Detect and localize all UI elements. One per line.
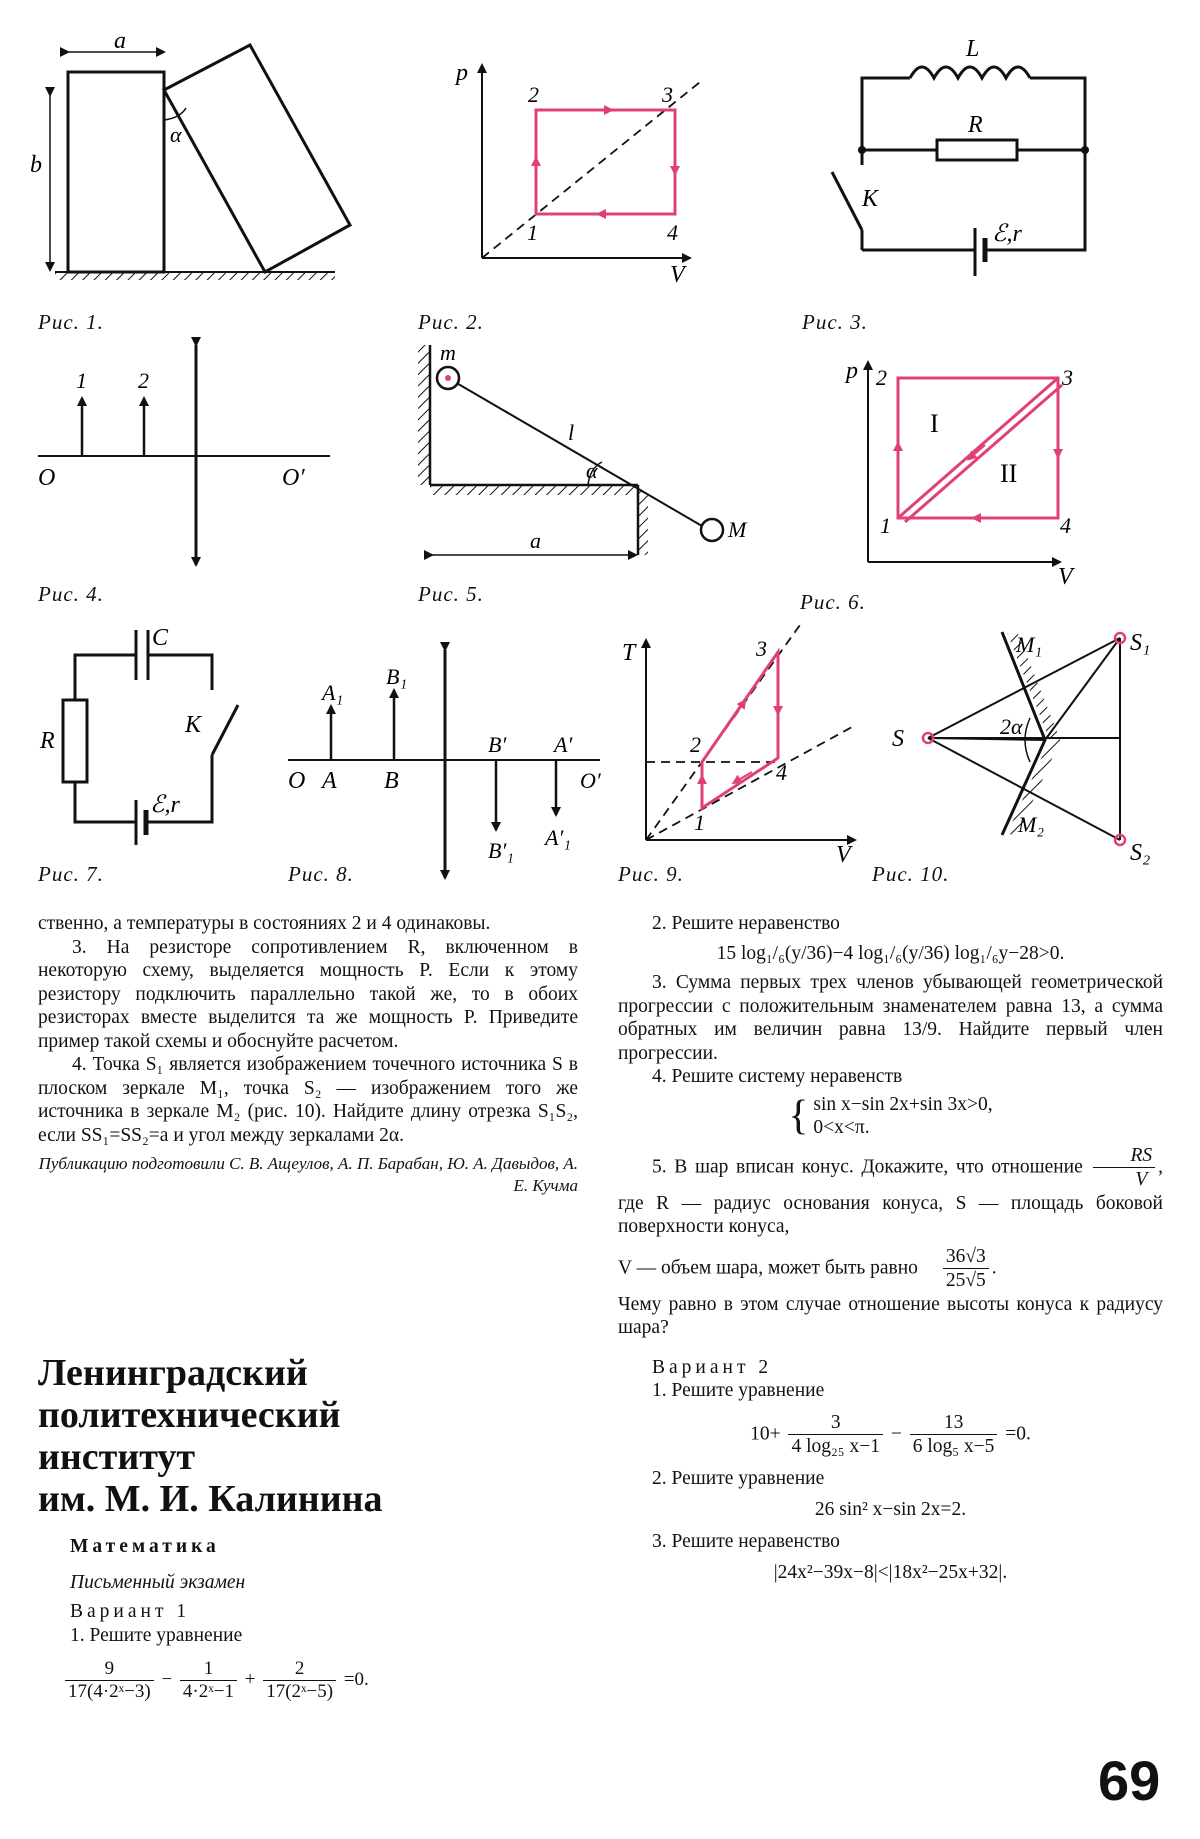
v1-frac3-den: 17(2ˣ−5): [266, 1681, 334, 1702]
task5-value-num: 36√3: [943, 1245, 989, 1270]
left-exam-block: [70, 1535, 590, 1647]
system-line-1: sin x−sin 2x+sin 3x>0,: [813, 1093, 993, 1115]
v1-op-1: −: [161, 1668, 173, 1690]
fig9-axis-t: T: [622, 640, 636, 666]
fig7-caption: Рис. 7.: [38, 862, 104, 886]
v1-task-5-part-a: 5. В шар вписан конус. Докажите, что отношение: [652, 1155, 1083, 1177]
fig7-resistor-label: R: [40, 728, 55, 754]
fig1-label-b: b: [30, 152, 42, 178]
v2-task-2-equation: 26 sin² x−sin 2x=2.: [814, 1499, 967, 1520]
fig9-state-3: 3: [756, 636, 767, 661]
v1-task-4: 4. Решите систему неравенств: [652, 1066, 903, 1087]
fig8-label-o: O: [288, 768, 306, 794]
fig1-label-alpha: α: [170, 122, 182, 147]
v1-task-2: 2. Решите неравенство: [652, 913, 840, 934]
fig10-mirror-m2: M₂: [1018, 812, 1044, 837]
v1-frac3-num: 2: [263, 1658, 336, 1681]
v1-frac1-num: 9: [65, 1658, 154, 1681]
v1-task-1: 1. Решите уравнение: [70, 1624, 243, 1646]
left-problem-3: 3. На резисторе сопротивлением R, включенном в некоторую схему, выделяется мощность P. Если к этому резистору подключить параллельно такой же, то в обоих резисторах вместе выделится та же мощность P. Приведите пример такой схемы и обоснуйте расчетом.: [38, 936, 578, 1052]
v1-op-2: +: [244, 1668, 256, 1690]
fig10-image-s1: S₁: [1130, 630, 1151, 656]
fig3-inductor-label: L: [966, 36, 980, 62]
v1-task-5-part-c: V — объем шара, может быть равно: [618, 1256, 918, 1278]
fig9-caption: Рис. 9.: [618, 862, 684, 886]
fig6-region-i: I: [930, 409, 939, 438]
v2-frac2-num: 13: [910, 1411, 998, 1436]
fig8-label-a-prime: A′: [554, 732, 573, 757]
variant-1-heading: Вариант 1: [70, 1601, 191, 1622]
fig5-caption: Рис. 5.: [418, 582, 484, 606]
fig6-state-3: 3: [1062, 365, 1073, 390]
fig4-object-2: 2: [138, 368, 149, 393]
fig6-axis-v: V: [1058, 564, 1073, 590]
left-problem-4: 4. Точка S₁ является изображением точечного источника S в плоском зеркале M₁, точка S₂ — изображением того же источника в зеркале M₂ (рис. 10). Найдите длину отрезка S₁S₂, если SS₁=SS₂=a и угол между зеркалами 2α.: [38, 1054, 578, 1146]
subject-heading: Математика: [70, 1536, 220, 1557]
fig8-label-b: B: [384, 768, 399, 794]
institute-line-3: институт: [38, 1436, 196, 1478]
institute-line-4: им. М. И. Калинина: [38, 1478, 383, 1520]
task5-value-den: 25√5: [945, 1270, 986, 1291]
v2-frac1-den: 4 log₂₅ x−1: [791, 1436, 880, 1457]
system-brace: {: [788, 1093, 809, 1139]
fig5-length-a: a: [530, 528, 541, 553]
fig9-state-2: 2: [690, 732, 701, 757]
fig10-mirror-m1: M₁: [1016, 632, 1042, 657]
fig2-state-4: 4: [667, 220, 678, 245]
fig5-length-l: l: [568, 420, 575, 445]
v1-equation: [62, 1658, 369, 1703]
v1-frac2-den: 4·2ˣ−1: [182, 1681, 234, 1702]
v1-task-5-cont: V — объем шара, может быть равно $\frac{36√3}{25√5}$ .: [618, 1245, 997, 1291]
v2-task-2: 2. Решите уравнение: [652, 1467, 825, 1489]
fig2-axis-v: V: [670, 262, 685, 288]
v2-task-3-inequality: |24x²−39x−8|<|18x²−25x+32|.: [773, 1562, 1008, 1583]
credits: Публикацию подготовили С. В. Ащеулов, А. П. Барабан, Ю. А. Давыдов, А. Е. Кучма: [38, 1154, 578, 1195]
fig8-label-o-prime: O′: [580, 768, 601, 793]
fig6-state-1: 1: [880, 513, 891, 538]
v2-task-3: 3. Решите неравенство: [652, 1530, 840, 1552]
fig4-object-1: 1: [76, 368, 87, 393]
left-paragraph-1: ственно, а температуры в состояниях 2 и 4 одинаковы.: [38, 913, 491, 934]
fig8-label-b1: B₁: [386, 664, 408, 689]
page-number: 69: [1098, 1749, 1161, 1812]
fig4-label-o-prime: O′: [282, 465, 305, 491]
fig2-state-2: 2: [528, 82, 539, 107]
fig8-label-a1: A₁: [322, 680, 344, 705]
fig10-angle: 2α: [1000, 714, 1023, 739]
fig3-switch-label: K: [862, 186, 879, 212]
v1-task-5: [618, 1144, 1163, 1239]
fig8-caption: Рис. 8.: [288, 862, 354, 886]
fig10-source-s: S: [892, 726, 904, 752]
variant-2-heading: Вариант 2: [652, 1356, 773, 1378]
v2-task-1: 1. Решите уравнение: [652, 1380, 825, 1401]
fig6-region-ii: II: [1000, 459, 1018, 488]
fig9-state-4: 4: [776, 760, 787, 785]
fig1-caption: Рис. 1.: [38, 310, 104, 334]
fig4-caption: Рис. 4.: [38, 582, 104, 606]
fig7-switch-label: K: [185, 712, 202, 738]
fig5-angle: α: [586, 458, 598, 483]
fig2-caption: Рис. 2.: [418, 310, 484, 334]
fig8-label-a: A: [322, 768, 337, 794]
figure-6-pv-cycles: [868, 362, 1062, 562]
system-line-2: 0<x<π.: [813, 1117, 870, 1138]
institute-line-1: Ленинградский: [38, 1352, 308, 1394]
fig9-axis-v: V: [836, 842, 851, 868]
figure-9-tv-cycle: [646, 625, 855, 840]
left-column: [38, 912, 578, 1197]
v1-task-2-inequality: 15 log₁/₆(y/36)−4 log₁/₆(y/36) log₁/₆y−28>0.: [716, 942, 1065, 964]
v1-frac1-den: 17(4·2ˣ−3): [68, 1681, 151, 1702]
fig6-state-4: 4: [1060, 513, 1071, 538]
fig3-caption: Рис. 3.: [802, 310, 868, 334]
fig6-state-2: 2: [876, 365, 887, 390]
v1-frac2-num: 1: [180, 1658, 237, 1681]
fig1-label-a: a: [114, 28, 126, 54]
v2-frac2-den: 6 log₅ x−5: [912, 1436, 995, 1457]
fig10-image-s2: S₂: [1130, 840, 1151, 866]
v2-eq-lead: 10+: [750, 1422, 781, 1444]
figure-1-blocks: [50, 45, 350, 280]
fig3-emf-label: ℰ,r: [992, 221, 1022, 247]
fig2-state-3: 3: [662, 82, 673, 107]
fig8-label-b1-prime: B′₁: [488, 838, 514, 863]
fig2-state-1: 1: [527, 220, 538, 245]
task5-frac-num: RS: [1093, 1144, 1155, 1169]
fig2-axis-p: p: [456, 60, 468, 86]
institute-line-2: политехнический: [38, 1394, 341, 1436]
fig8-label-b-prime: B′: [488, 732, 507, 757]
fig3-resistor-label: R: [968, 112, 983, 138]
v2-frac1-num: 3: [788, 1411, 883, 1436]
v1-task-5-part-b: , где R — радиус основания конуса, S — площадь боковой поверхности конуса,: [618, 1155, 1163, 1237]
fig5-mass-M: M: [728, 517, 747, 542]
v1-task-3: 3. Сумма первых трех членов убывающей геометрической прогрессии с положительным знаменателем равна 13, а сумма обратных им величин равна 13/9. Найдите первый член прогрессии.: [618, 972, 1163, 1064]
task5-frac-den: V: [1135, 1169, 1148, 1190]
fig4-label-o: O: [38, 465, 56, 491]
fig6-caption: Рис. 6.: [800, 590, 866, 614]
v1-eq-tail: =0.: [343, 1668, 369, 1690]
fig10-caption: Рис. 10.: [872, 862, 950, 886]
v2-eq-tail: =0.: [1005, 1422, 1031, 1444]
figure-3-circuit: [832, 67, 1089, 276]
v2-eq-minus: −: [890, 1422, 902, 1444]
fig6-axis-p: p: [846, 358, 858, 384]
fig5-mass-m: m: [440, 340, 456, 365]
figure-5-rod: [418, 345, 723, 555]
right-column: [618, 912, 1163, 1585]
fig7-emf-label: ℰ,r: [150, 792, 180, 818]
v1-task-4-system: [618, 1093, 1163, 1140]
exam-type: Письменный экзамен: [70, 1571, 246, 1593]
v2-task-1-equation: [618, 1411, 1163, 1459]
fig9-state-1: 1: [694, 810, 705, 835]
figures-canvas: [0, 0, 1200, 890]
v1-task-5-question: Чему равно в этом случае отношение высоты конуса к радиусу шара?: [618, 1293, 1163, 1338]
institute-title: [38, 1352, 578, 1520]
fig7-capacitor-label: C: [152, 625, 169, 651]
fig8-label-a1-prime: A′₁: [545, 825, 571, 850]
